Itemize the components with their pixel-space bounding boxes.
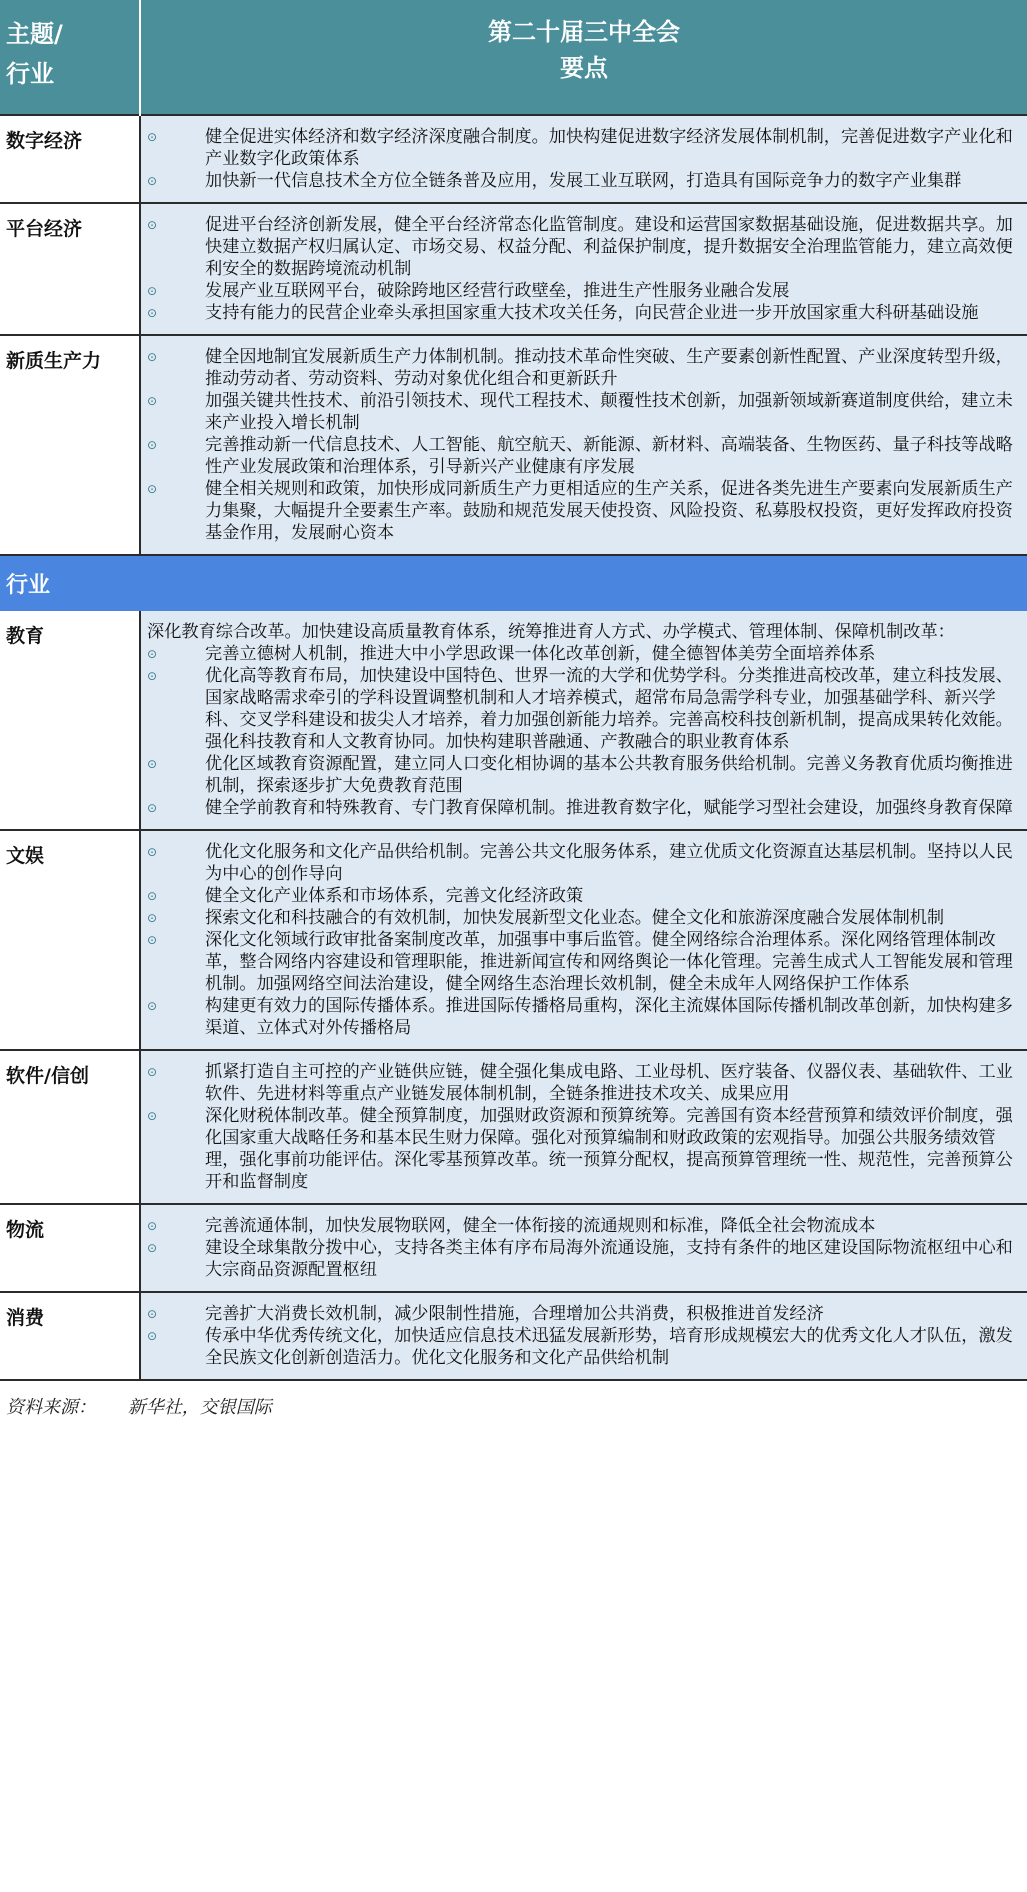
table-header	[0, 0, 1027, 115]
circle-bullet-icon: ⊙	[147, 394, 158, 408]
list-item	[147, 478, 1021, 544]
header-points-line2: 要点	[560, 54, 608, 82]
circle-bullet-icon: ⊙	[147, 889, 158, 903]
list-item	[147, 390, 1021, 434]
source-note	[0, 1381, 1027, 1419]
list-item-text: 健全因地制宜发展新质生产力体制机制。推动技术革命性突破、生产要素创新性配置、产业深度转型升级，推动劳动者、劳动资料、劳动对象优化组合和更新跃升	[205, 347, 1013, 389]
list-item	[147, 885, 1021, 907]
list-item	[147, 665, 1021, 753]
table-row	[0, 203, 1027, 335]
circle-bullet-icon: ⊙	[147, 482, 158, 496]
circle-bullet-icon: ⊙	[147, 911, 158, 925]
list-item-text: 发展产业互联网平台，破除跨地区经营行政壁垒，推进生产性服务业融合发展	[205, 281, 790, 301]
row-content	[140, 1050, 1027, 1204]
bullet-list	[147, 1303, 1021, 1369]
circle-bullet-icon: ⊙	[147, 218, 158, 232]
list-item-text: 完善立德树人机制，推进大中小学思政课一体化改革创新，健全德智体美劳全面培养体系	[205, 644, 876, 664]
list-item	[147, 434, 1021, 478]
list-item	[147, 214, 1021, 280]
circle-bullet-icon: ⊙	[147, 1065, 158, 1079]
list-item	[147, 170, 1021, 192]
circle-bullet-icon: ⊙	[147, 845, 158, 859]
themes-group	[0, 115, 1027, 555]
list-item-text: 促进平台经济创新发展，健全平台经济常态化监管制度。建设和运营国家数据基础设施，促进数据共享。加快建立数据产权归属认定、市场交易、权益分配、利益保护制度，提升数据安全治理监管能力，建立高效便利安全的数据跨境流动机制	[205, 215, 1013, 279]
circle-bullet-icon: ⊙	[147, 306, 158, 320]
list-item-text: 健全相关规则和政策，加快形成同新质生产力更相适应的生产关系，促进各类先进生产要素向发展新质生产力集聚，大幅提升全要素生产率。鼓励和规范发展天使投资、风险投资、私募股权投资，更好发挥政府投资基金作用，发展耐心资本	[205, 479, 1013, 543]
bullet-list	[147, 1061, 1021, 1193]
row-content	[140, 830, 1027, 1050]
circle-bullet-icon: ⊙	[147, 999, 158, 1013]
industries-group	[0, 611, 1027, 1380]
bullet-list	[147, 346, 1021, 544]
circle-bullet-icon: ⊙	[147, 1329, 158, 1343]
row-content	[140, 203, 1027, 335]
list-item-text: 优化区域教育资源配置，建立同人口变化相协调的基本公共教育服务供给机制。完善义务教育优质均衡推进机制，探索逐步扩大免费教育范围	[205, 754, 1013, 796]
list-item-text: 传承中华优秀传统文化，加快适应信息技术迅猛发展新形势，培育形成规模宏大的优秀文化人才队伍，激发全民族文化创新创造活力。优化文化服务和文化产品供给机制	[205, 1326, 1013, 1368]
list-item-text: 优化文化服务和文化产品供给机制。完善公共文化服务体系，建立优质文化资源直达基层机制。坚持以人民为中心的创作导向	[205, 842, 1013, 884]
row-label: 文娱	[0, 830, 140, 1050]
list-item	[147, 995, 1021, 1039]
header-points	[140, 0, 1027, 115]
list-item	[147, 1325, 1021, 1369]
list-item	[147, 280, 1021, 302]
header-topic	[0, 0, 140, 115]
list-item-text: 加强关键共性技术、前沿引领技术、现代工程技术、颠覆性技术创新，加强新领域新赛道制度供给，建立未来产业投入增长机制	[205, 391, 1013, 433]
bullet-list	[147, 841, 1021, 1039]
row-label: 物流	[0, 1204, 140, 1292]
header-topic-line2: 行业	[6, 60, 54, 88]
row-label: 平台经济	[0, 203, 140, 335]
list-item-text: 构建更有效力的国际传播体系。推进国际传播格局重构，深化主流媒体国际传播机制改革创新，加快构建多渠道、立体式对外传播格局	[205, 996, 1013, 1038]
list-item-text: 健全学前教育和特殊教育、专门教育保障机制。推进教育数字化，赋能学习型社会建设，加强终身教育保障	[205, 798, 1013, 818]
circle-bullet-icon: ⊙	[147, 1109, 158, 1123]
list-item-text: 完善流通体制，加快发展物联网，健全一体衔接的流通规则和标准，降低全社会物流成本	[205, 1216, 876, 1236]
list-item	[147, 346, 1021, 390]
list-item-text: 深化文化领域行政审批备案制度改革，加强事中事后监管。健全网络综合治理体系。深化网络管理体制改革，整合网络内容建设和管理职能，推进新闻宣传和网络舆论一体化管理。完善生成式人工智能发展和管理机制。加强网络空间法治建设，健全网络生态治理长效机制，健全未成年人网络保护工作体系	[205, 930, 1013, 994]
list-item-text: 完善扩大消费长效机制，减少限制性措施，合理增加公共消费，积极推进首发经济	[205, 1304, 824, 1324]
bullet-list	[147, 1215, 1021, 1281]
row-label: 消费	[0, 1292, 140, 1380]
row-label: 新质生产力	[0, 335, 140, 555]
list-item-text: 深化财税体制改革。健全预算制度，加强财政资源和预算统筹。完善国有资本经营预算和绩效评价制度，强化国家重大战略任务和基本民生财力保障。强化对预算编制和财政政策的宏观指导。加强公共服务绩效管理，强化事前功能评估。深化零基预算改革。统一预算分配权，提高预算管理统一性、规范性，完善预算公开和监督制度	[205, 1106, 1013, 1192]
list-item	[147, 797, 1021, 819]
list-item-text: 加快新一代信息技术全方位全链条普及应用，发展工业互联网，打造具有国际竞争力的数字产业集群	[205, 171, 962, 191]
list-item	[147, 841, 1021, 885]
header-points-line1: 第二十届三中全会	[488, 18, 680, 46]
list-item-text: 完善推动新一代信息技术、人工智能、航空航天、新能源、新材料、高端装备、生物医药、量子科技等战略性产业发展政策和治理体系，引导新兴产业健康有序发展	[205, 435, 1013, 477]
list-item-text: 抓紧打造自主可控的产业链供应链，健全强化集成电路、工业母机、医疗装备、仪器仪表、基础软件、工业软件、先进材料等重点产业链发展体制机制，全链条推进技术攻关、成果应用	[205, 1062, 1013, 1104]
list-item	[147, 1105, 1021, 1193]
list-item	[147, 907, 1021, 929]
row-content	[140, 611, 1027, 830]
circle-bullet-icon: ⊙	[147, 174, 158, 188]
circle-bullet-icon: ⊙	[147, 130, 158, 144]
circle-bullet-icon: ⊙	[147, 647, 158, 661]
list-item-text: 支持有能力的民营企业牵头承担国家重大技术攻关任务，向民营企业进一步开放国家重大科研基础设施	[205, 303, 979, 323]
row-content	[140, 1204, 1027, 1292]
table-row	[0, 335, 1027, 555]
header-topic-line1: 主题/	[6, 20, 63, 48]
row-content	[140, 115, 1027, 203]
list-item	[147, 1215, 1021, 1237]
table-row	[0, 1204, 1027, 1292]
row-label: 软件/信创	[0, 1050, 140, 1204]
row-label: 教育	[0, 611, 140, 830]
table-row	[0, 1292, 1027, 1380]
circle-bullet-icon: ⊙	[147, 1219, 158, 1233]
circle-bullet-icon: ⊙	[147, 1307, 158, 1321]
table-row	[0, 1050, 1027, 1204]
source-label: 资料来源：	[6, 1397, 96, 1418]
circle-bullet-icon: ⊙	[147, 350, 158, 364]
circle-bullet-icon: ⊙	[147, 669, 158, 683]
row-content	[140, 335, 1027, 555]
list-item	[147, 753, 1021, 797]
source-value: 新华社，交银国际	[127, 1397, 272, 1418]
list-item-text: 探索文化和科技融合的有效机制，加快发展新型文化业态。健全文化和旅游深度融合发展体制机制	[205, 908, 945, 928]
bullet-list	[147, 643, 1021, 819]
section-header: 行业	[0, 555, 1027, 611]
bullet-list	[147, 214, 1021, 324]
list-item-text: 建设全球集散分拨中心，支持各类主体有序布局海外流通设施，支持有条件的地区建设国际物流枢纽中心和大宗商品资源配置枢纽	[205, 1238, 1013, 1280]
list-item-text: 健全文化产业体系和市场体系，完善文化经济政策	[205, 886, 584, 906]
row-content	[140, 1292, 1027, 1380]
circle-bullet-icon: ⊙	[147, 1241, 158, 1255]
circle-bullet-icon: ⊙	[147, 757, 158, 771]
table-row	[0, 830, 1027, 1050]
section-header-row	[0, 555, 1027, 611]
circle-bullet-icon: ⊙	[147, 438, 158, 452]
list-item	[147, 1061, 1021, 1105]
list-item-text: 优化高等教育布局，加快建设中国特色、世界一流的大学和优势学科。分类推进高校改革，建立科技发展、国家战略需求牵引的学科设置调整机制和人才培养模式，超常布局急需学科专业，加强基础学科、新兴学科、交叉学科建设和拔尖人才培养，着力加强创新能力培养。完善高校科技创新机制，提高成果转化效能。强化科技教育和人文教育协同。加快构建职普融通、产教融合的职业教育体系	[205, 666, 1013, 752]
row-intro: 深化教育综合改革。加快建设高质量教育体系，统筹推进育人方式、办学模式、管理体制、保障机制改革：	[147, 622, 955, 642]
table-row	[0, 115, 1027, 203]
list-item	[147, 929, 1021, 995]
list-item	[147, 1303, 1021, 1325]
list-item	[147, 302, 1021, 324]
row-label: 数字经济	[0, 115, 140, 203]
list-item	[147, 126, 1021, 170]
list-item	[147, 1237, 1021, 1281]
list-item	[147, 643, 1021, 665]
bullet-list	[147, 126, 1021, 192]
circle-bullet-icon: ⊙	[147, 801, 158, 815]
list-item-text: 健全促进实体经济和数字经济深度融合制度。加快构建促进数字经济发展体制机制，完善促进数字产业化和产业数字化政策体系	[205, 127, 1013, 169]
table-row	[0, 611, 1027, 830]
circle-bullet-icon: ⊙	[147, 933, 158, 947]
circle-bullet-icon: ⊙	[147, 284, 158, 298]
